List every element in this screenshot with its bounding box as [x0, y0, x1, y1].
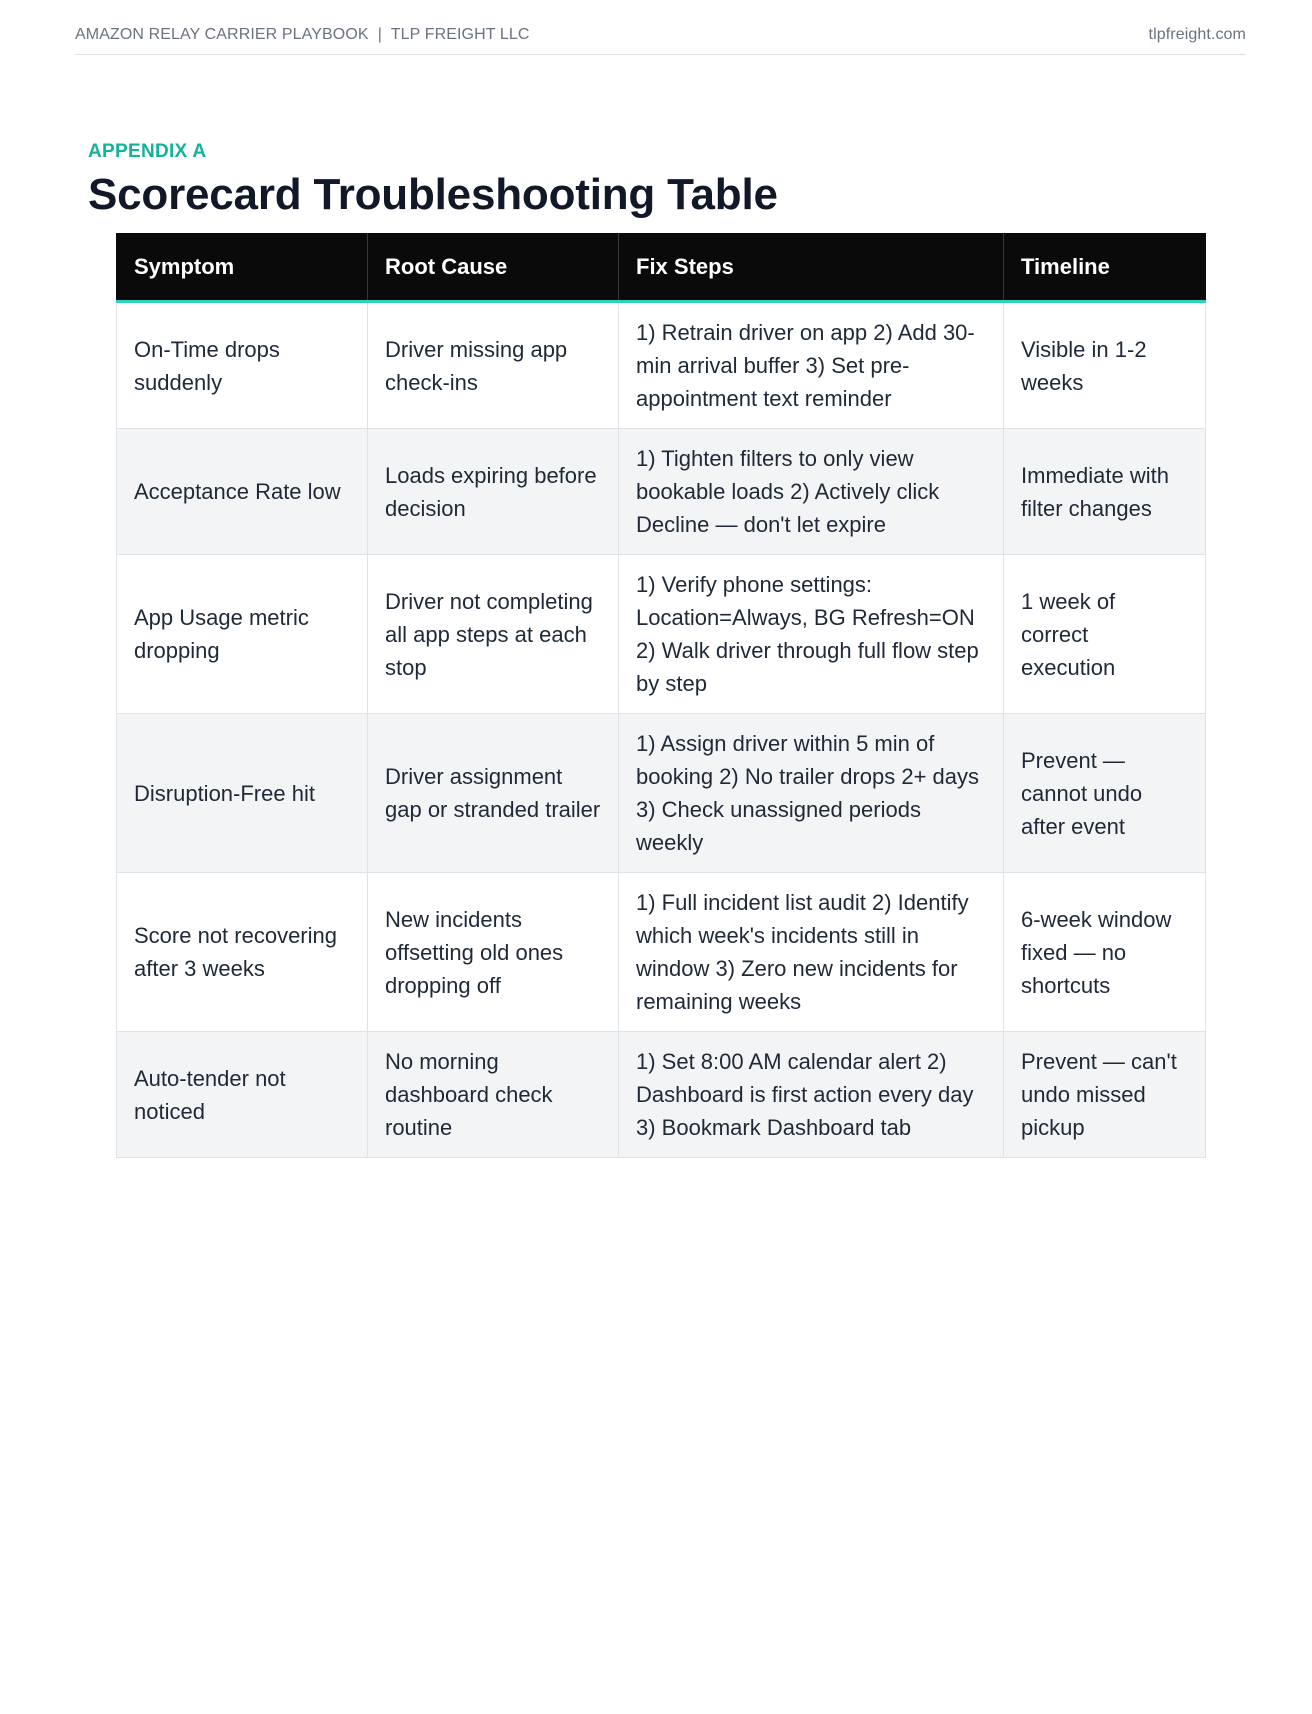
cell-root-cause: No morning dashboard check routine: [368, 1032, 619, 1158]
table-row: [117, 302, 1206, 429]
column-header-root-cause: Root Cause: [368, 233, 619, 302]
cell-symptom: Auto-tender not noticed: [117, 1032, 368, 1158]
column-header-timeline: Timeline: [1004, 233, 1206, 302]
cell-root-cause: New incidents offsetting old ones dropping off: [368, 873, 619, 1032]
cell-fix-steps: 1) Retrain driver on app 2) Add 30-min arrival buffer 3) Set pre-appointment text reminder: [619, 302, 1004, 429]
cell-root-cause: Driver assignment gap or stranded trailer: [368, 714, 619, 873]
cell-symptom: App Usage metric dropping: [117, 555, 368, 714]
table-row: [117, 429, 1206, 555]
troubleshooting-table: [116, 233, 1206, 1158]
table-row: [117, 714, 1206, 873]
cell-timeline: Prevent — cannot undo after event: [1004, 714, 1206, 873]
cell-root-cause: Loads expiring before decision: [368, 429, 619, 555]
cell-fix-steps: 1) Assign driver within 5 min of booking 2) No trailer drops 2+ days 3) Check unassigned periods weekly: [619, 714, 1004, 873]
cell-symptom: On-Time drops suddenly: [117, 302, 368, 429]
running-header-right: tlpfreight.com: [1148, 26, 1246, 43]
table-row: [117, 1032, 1206, 1158]
cell-timeline: 6-week window fixed — no shortcuts: [1004, 873, 1206, 1032]
table-header-row: [117, 233, 1206, 302]
cell-fix-steps: 1) Tighten filters to only view bookable loads 2) Actively click Decline — don't let expire: [619, 429, 1004, 555]
column-header-fix-steps: Fix Steps: [619, 233, 1004, 302]
cell-fix-steps: 1) Full incident list audit 2) Identify which week's incidents still in window 3) Zero new incidents for remaining weeks: [619, 873, 1004, 1032]
cell-symptom: Disruption-Free hit: [117, 714, 368, 873]
section-kicker: APPENDIX A: [88, 141, 207, 162]
cell-timeline: 1 week of correct execution: [1004, 555, 1206, 714]
cell-fix-steps: 1) Set 8:00 AM calendar alert 2) Dashboard is first action every day 3) Bookmark Dashboard tab: [619, 1032, 1004, 1158]
cell-root-cause: Driver not completing all app steps at each stop: [368, 555, 619, 714]
page-title: Scorecard Troubleshooting Table: [88, 170, 778, 219]
cell-symptom: Score not recovering after 3 weeks: [117, 873, 368, 1032]
cell-timeline: Prevent — can't undo missed pickup: [1004, 1032, 1206, 1158]
cell-root-cause: Driver missing app check-ins: [368, 302, 619, 429]
cell-fix-steps: 1) Verify phone settings: Location=Always, BG Refresh=ON 2) Walk driver through full flow step by step: [619, 555, 1004, 714]
cell-symptom: Acceptance Rate low: [117, 429, 368, 555]
cell-timeline: Visible in 1-2 weeks: [1004, 302, 1206, 429]
table-row: [117, 555, 1206, 714]
cell-timeline: Immediate with filter changes: [1004, 429, 1206, 555]
running-header-left: AMAZON RELAY CARRIER PLAYBOOK | TLP FREIGHT LLC: [75, 26, 530, 43]
column-header-symptom: Symptom: [117, 233, 368, 302]
running-header: [75, 26, 1246, 55]
table-row: [117, 873, 1206, 1032]
